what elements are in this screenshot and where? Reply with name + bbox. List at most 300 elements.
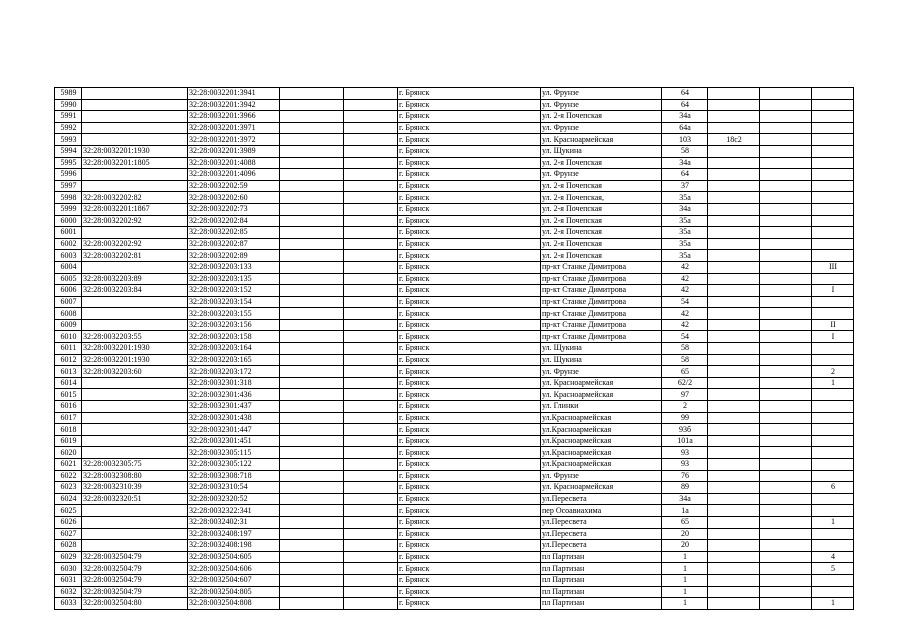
room-number: 1: [812, 598, 854, 610]
house-number: 42: [662, 319, 708, 331]
street: ул. Щукина: [541, 354, 662, 366]
parent-cadastral-number: 32:28:0032203:89: [82, 273, 188, 285]
room-number: [812, 215, 854, 227]
table-row: [55, 296, 854, 308]
room-number: 6: [812, 482, 854, 494]
row-number: 6019: [55, 435, 82, 447]
street: ул. Щукина: [541, 145, 662, 157]
empty-cell: [344, 134, 398, 146]
row-number: 5991: [55, 111, 82, 123]
table-row: [55, 122, 854, 134]
table-row: [55, 331, 854, 343]
city: г. Брянск: [398, 401, 541, 413]
empty-cell: [760, 551, 812, 563]
parent-cadastral-number: 32:28:0032201:1930: [82, 145, 188, 157]
row-number: 6022: [55, 470, 82, 482]
empty-cell: [280, 296, 344, 308]
house-number: 42: [662, 273, 708, 285]
street: пл Партизан: [541, 586, 662, 598]
empty-cell: [280, 459, 344, 471]
city: г. Брянск: [398, 88, 541, 100]
room-number: 1: [812, 516, 854, 528]
table-row: [55, 377, 854, 389]
table-row: [55, 250, 854, 262]
table-row: [55, 505, 854, 517]
table-row: [55, 145, 854, 157]
table-row: [55, 389, 854, 401]
cadastral-number: 32:28:0032202:89: [188, 250, 280, 262]
empty-cell: [280, 586, 344, 598]
cadastral-number: 32:28:0032504:805: [188, 586, 280, 598]
street: ул. 2-я Почепская: [541, 180, 662, 192]
row-number: 6030: [55, 563, 82, 575]
cadastral-number: 32:28:0032203:172: [188, 366, 280, 378]
table-row: [55, 424, 854, 436]
cadastral-number: 32:28:0032201:3966: [188, 111, 280, 123]
cadastral-number: 32:28:0032203:156: [188, 319, 280, 331]
city: г. Брянск: [398, 331, 541, 343]
table-row: [55, 354, 854, 366]
row-number: 6007: [55, 296, 82, 308]
empty-cell: [280, 435, 344, 447]
empty-cell: [344, 482, 398, 494]
house-number: 1: [662, 598, 708, 610]
row-number: 6016: [55, 401, 82, 413]
house-number: 99: [662, 412, 708, 424]
room-number: [812, 459, 854, 471]
room-number: 1: [812, 377, 854, 389]
city: г. Брянск: [398, 424, 541, 436]
table-row: [55, 285, 854, 297]
room-number: [812, 540, 854, 552]
building-number: [708, 516, 760, 528]
row-number: 6015: [55, 389, 82, 401]
building-number: [708, 505, 760, 517]
building-number: [708, 412, 760, 424]
empty-cell: [760, 598, 812, 610]
row-number: 5989: [55, 88, 82, 100]
city: г. Брянск: [398, 505, 541, 517]
building-number: [708, 99, 760, 111]
house-number: 20: [662, 540, 708, 552]
room-number: [812, 111, 854, 123]
row-number: 6026: [55, 516, 82, 528]
row-number: 5990: [55, 99, 82, 111]
table-row: [55, 586, 854, 598]
empty-cell: [344, 493, 398, 505]
table-row: [55, 447, 854, 459]
building-number: [708, 528, 760, 540]
table-row: [55, 180, 854, 192]
room-number: [812, 203, 854, 215]
parent-cadastral-number: [82, 319, 188, 331]
empty-cell: [344, 598, 398, 610]
cadastral-number: 32:28:0032203:155: [188, 308, 280, 320]
city: г. Брянск: [398, 447, 541, 459]
empty-cell: [760, 424, 812, 436]
table-row: [55, 598, 854, 610]
row-number: 6033: [55, 598, 82, 610]
cadastral-number: 32:28:0032203:152: [188, 285, 280, 297]
empty-cell: [280, 145, 344, 157]
house-number: 37: [662, 180, 708, 192]
empty-cell: [760, 111, 812, 123]
street: ул. Фрунзе: [541, 122, 662, 134]
parent-cadastral-number: [82, 296, 188, 308]
city: г. Брянск: [398, 215, 541, 227]
street: ул.Красноармейская: [541, 424, 662, 436]
cadastral-number: 32:28:0032202:85: [188, 227, 280, 239]
row-number: 6018: [55, 424, 82, 436]
empty-cell: [344, 169, 398, 181]
row-number: 6024: [55, 493, 82, 505]
cadastral-number: 32:28:0032408:198: [188, 540, 280, 552]
row-number: 6023: [55, 482, 82, 494]
cadastral-number: 32:28:0032402:31: [188, 516, 280, 528]
building-number: [708, 238, 760, 250]
street: ул. Глинки: [541, 401, 662, 413]
row-number: 6029: [55, 551, 82, 563]
building-number: [708, 122, 760, 134]
house-number: 93б: [662, 424, 708, 436]
table-row: [55, 459, 854, 471]
empty-cell: [760, 447, 812, 459]
street: ул. 2-я Почепская: [541, 111, 662, 123]
room-number: [812, 227, 854, 239]
empty-cell: [280, 331, 344, 343]
building-number: [708, 586, 760, 598]
building-number: [708, 192, 760, 204]
empty-cell: [760, 99, 812, 111]
empty-cell: [760, 215, 812, 227]
empty-cell: [344, 586, 398, 598]
empty-cell: [280, 308, 344, 320]
parent-cadastral-number: [82, 134, 188, 146]
empty-cell: [760, 88, 812, 100]
empty-cell: [280, 551, 344, 563]
empty-cell: [280, 354, 344, 366]
empty-cell: [280, 215, 344, 227]
street: пер Осоавиахима: [541, 505, 662, 517]
empty-cell: [280, 598, 344, 610]
building-number: [708, 540, 760, 552]
empty-cell: [280, 285, 344, 297]
row-number: 6010: [55, 331, 82, 343]
empty-cell: [760, 134, 812, 146]
room-number: [812, 296, 854, 308]
empty-cell: [760, 250, 812, 262]
empty-cell: [344, 308, 398, 320]
cadastral-number: 32:28:0032201:3941: [188, 88, 280, 100]
cadastral-number: 32:28:0032504:605: [188, 551, 280, 563]
city: г. Брянск: [398, 134, 541, 146]
empty-cell: [280, 401, 344, 413]
building-number: [708, 435, 760, 447]
empty-cell: [280, 343, 344, 355]
empty-cell: [280, 88, 344, 100]
table-row: [55, 435, 854, 447]
street: ул.Красноармейская: [541, 435, 662, 447]
street: пр-кт Станке Димитрова: [541, 285, 662, 297]
parent-cadastral-number: [82, 169, 188, 181]
building-number: [708, 389, 760, 401]
room-number: III: [812, 261, 854, 273]
row-number: 6004: [55, 261, 82, 273]
empty-cell: [344, 111, 398, 123]
city: г. Брянск: [398, 354, 541, 366]
empty-cell: [760, 540, 812, 552]
building-number: [708, 493, 760, 505]
empty-cell: [280, 563, 344, 575]
building-number: [708, 551, 760, 563]
street: ул.Красноармейская: [541, 412, 662, 424]
table-row: [55, 157, 854, 169]
empty-cell: [280, 250, 344, 262]
empty-cell: [280, 493, 344, 505]
parent-cadastral-number: 32:28:0032201:1930: [82, 354, 188, 366]
building-number: [708, 459, 760, 471]
empty-cell: [344, 180, 398, 192]
building-number: [708, 145, 760, 157]
empty-cell: [760, 343, 812, 355]
parent-cadastral-number: [82, 389, 188, 401]
parent-cadastral-number: [82, 401, 188, 413]
empty-cell: [280, 192, 344, 204]
room-number: [812, 435, 854, 447]
empty-cell: [280, 319, 344, 331]
table-row: [55, 470, 854, 482]
room-number: 5: [812, 563, 854, 575]
row-number: 6021: [55, 459, 82, 471]
room-number: [812, 99, 854, 111]
city: г. Брянск: [398, 377, 541, 389]
empty-cell: [344, 505, 398, 517]
table-row: [55, 192, 854, 204]
parent-cadastral-number: [82, 88, 188, 100]
building-number: [708, 377, 760, 389]
empty-cell: [344, 389, 398, 401]
parent-cadastral-number: 32:28:0032504:79: [82, 586, 188, 598]
room-number: [812, 250, 854, 262]
parent-cadastral-number: 32:28:0032201:1930: [82, 343, 188, 355]
row-number: 6008: [55, 308, 82, 320]
street: ул. 2-я Почепская: [541, 203, 662, 215]
table-row: [55, 227, 854, 239]
empty-cell: [344, 285, 398, 297]
table-row: [55, 134, 854, 146]
building-number: [708, 203, 760, 215]
street: ул.Пересвета: [541, 540, 662, 552]
cadastral-number: 32:28:0032408:197: [188, 528, 280, 540]
empty-cell: [344, 261, 398, 273]
empty-cell: [344, 319, 398, 331]
row-number: 6003: [55, 250, 82, 262]
parent-cadastral-number: [82, 435, 188, 447]
row-number: 6028: [55, 540, 82, 552]
room-number: II: [812, 319, 854, 331]
empty-cell: [280, 273, 344, 285]
room-number: [812, 389, 854, 401]
house-number: 1: [662, 586, 708, 598]
property-register-table: [54, 87, 854, 610]
parent-cadastral-number: [82, 99, 188, 111]
empty-cell: [280, 528, 344, 540]
building-number: [708, 482, 760, 494]
cadastral-number: 32:28:0032203:133: [188, 261, 280, 273]
empty-cell: [344, 99, 398, 111]
house-number: 35а: [662, 227, 708, 239]
street: ул. 2-я Почепская,: [541, 192, 662, 204]
building-number: [708, 261, 760, 273]
room-number: 2: [812, 366, 854, 378]
parent-cadastral-number: 32:28:0032320:51: [82, 493, 188, 505]
room-number: [812, 122, 854, 134]
cadastral-number: 32:28:0032301:438: [188, 412, 280, 424]
empty-cell: [344, 563, 398, 575]
city: г. Брянск: [398, 99, 541, 111]
empty-cell: [760, 482, 812, 494]
house-number: 93: [662, 459, 708, 471]
house-number: 58: [662, 145, 708, 157]
room-number: [812, 412, 854, 424]
city: г. Брянск: [398, 470, 541, 482]
register-body: [55, 88, 854, 610]
house-number: 58: [662, 343, 708, 355]
parent-cadastral-number: 32:28:0032203:55: [82, 331, 188, 343]
parent-cadastral-number: [82, 111, 188, 123]
row-number: 6027: [55, 528, 82, 540]
empty-cell: [280, 516, 344, 528]
street: ул. Фрунзе: [541, 366, 662, 378]
city: г. Брянск: [398, 180, 541, 192]
parent-cadastral-number: 32:28:0032504:79: [82, 563, 188, 575]
empty-cell: [344, 215, 398, 227]
street: ул. 2-я Почепская: [541, 157, 662, 169]
table-row: [55, 203, 854, 215]
cadastral-number: 32:28:0032203:154: [188, 296, 280, 308]
empty-cell: [760, 273, 812, 285]
cadastral-number: 32:28:0032202:87: [188, 238, 280, 250]
row-number: 5997: [55, 180, 82, 192]
empty-cell: [344, 157, 398, 169]
empty-cell: [280, 366, 344, 378]
parent-cadastral-number: 32:28:0032504:79: [82, 574, 188, 586]
city: г. Брянск: [398, 308, 541, 320]
street: пр-кт Станке Димитрова: [541, 331, 662, 343]
cadastral-number: 32:28:0032201:4088: [188, 157, 280, 169]
street: ул. 2-я Почепская: [541, 215, 662, 227]
room-number: [812, 238, 854, 250]
empty-cell: [344, 354, 398, 366]
building-number: [708, 215, 760, 227]
parent-cadastral-number: 32:28:0032203:60: [82, 366, 188, 378]
street: ул. Красноармейская: [541, 134, 662, 146]
empty-cell: [760, 285, 812, 297]
row-number: 6032: [55, 586, 82, 598]
row-number: 5996: [55, 169, 82, 181]
room-number: [812, 192, 854, 204]
row-number: 6020: [55, 447, 82, 459]
city: г. Брянск: [398, 250, 541, 262]
city: г. Брянск: [398, 516, 541, 528]
empty-cell: [344, 343, 398, 355]
room-number: 4: [812, 551, 854, 563]
row-number: 6012: [55, 354, 82, 366]
table-row: [55, 482, 854, 494]
street: ул. Фрунзе: [541, 470, 662, 482]
city: г. Брянск: [398, 574, 541, 586]
table-row: [55, 401, 854, 413]
street: пр-кт Станке Димитрова: [541, 261, 662, 273]
parent-cadastral-number: [82, 377, 188, 389]
city: г. Брянск: [398, 273, 541, 285]
house-number: 34а: [662, 493, 708, 505]
building-number: [708, 354, 760, 366]
cadastral-number: 32:28:0032201:3972: [188, 134, 280, 146]
cadastral-number: 32:28:0032202:73: [188, 203, 280, 215]
parent-cadastral-number: 32:28:0032202:81: [82, 250, 188, 262]
city: г. Брянск: [398, 366, 541, 378]
empty-cell: [344, 470, 398, 482]
city: г. Брянск: [398, 122, 541, 134]
city: г. Брянск: [398, 192, 541, 204]
parent-cadastral-number: 32:28:0032201:1805: [82, 157, 188, 169]
parent-cadastral-number: 32:28:0032310:39: [82, 482, 188, 494]
empty-cell: [344, 88, 398, 100]
parent-cadastral-number: [82, 528, 188, 540]
empty-cell: [760, 122, 812, 134]
city: г. Брянск: [398, 586, 541, 598]
empty-cell: [280, 470, 344, 482]
street: ул.Пересвета: [541, 516, 662, 528]
room-number: [812, 343, 854, 355]
empty-cell: [760, 574, 812, 586]
city: г. Брянск: [398, 435, 541, 447]
parent-cadastral-number: [82, 180, 188, 192]
street: ул. Щукина: [541, 343, 662, 355]
building-number: [708, 250, 760, 262]
room-number: [812, 401, 854, 413]
street: ул.Пересвета: [541, 493, 662, 505]
room-number: [812, 424, 854, 436]
cadastral-number: 32:28:0032202:60: [188, 192, 280, 204]
table-row: [55, 169, 854, 181]
empty-cell: [344, 551, 398, 563]
building-number: [708, 88, 760, 100]
cadastral-number: 32:28:0032201:3942: [188, 99, 280, 111]
building-number: [708, 447, 760, 459]
empty-cell: [344, 331, 398, 343]
building-number: [708, 180, 760, 192]
room-number: [812, 505, 854, 517]
row-number: 5995: [55, 157, 82, 169]
table-row: [55, 551, 854, 563]
empty-cell: [280, 447, 344, 459]
empty-cell: [760, 203, 812, 215]
empty-cell: [344, 540, 398, 552]
row-number: 6031: [55, 574, 82, 586]
city: г. Брянск: [398, 238, 541, 250]
cadastral-number: 32:28:0032202:84: [188, 215, 280, 227]
empty-cell: [760, 586, 812, 598]
table-row: [55, 563, 854, 575]
house-number: 93: [662, 447, 708, 459]
room-number: I: [812, 331, 854, 343]
empty-cell: [344, 227, 398, 239]
empty-cell: [760, 354, 812, 366]
table-row: [55, 516, 854, 528]
city: г. Брянск: [398, 412, 541, 424]
